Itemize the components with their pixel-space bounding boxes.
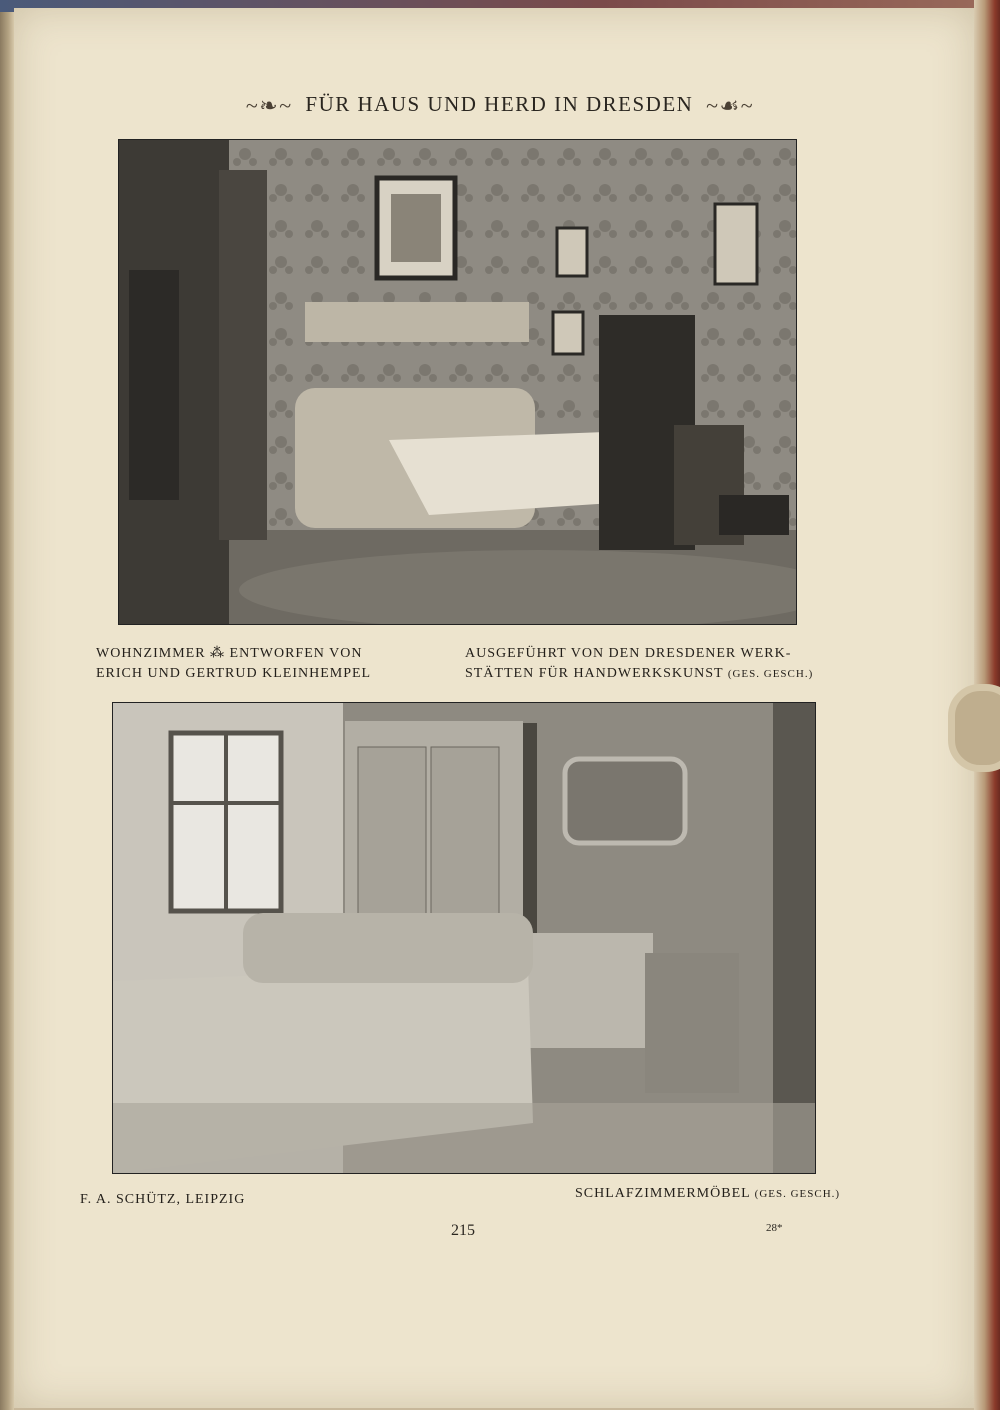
caption-designed-by: ENTWORFEN VON: [229, 646, 363, 661]
figure1-caption-right: [465, 644, 865, 684]
caption-ges-gesch-1: (GES. GESCH.): [727, 668, 814, 680]
figure1-caption-left: [96, 644, 426, 684]
caption-maker-line2: STÄTTEN FÜR HANDWERKSKUNST: [465, 666, 724, 681]
caption-maker-schuetz: F. A. SCHÜTZ, LEIPZIG: [80, 1192, 246, 1207]
photo-living-room: [118, 139, 797, 625]
photo-bedroom: [112, 702, 816, 1174]
caption-maker-line1: AUSGEFÜHRT VON DEN DRESDENER WERK-: [465, 646, 792, 661]
bedroom-illustration: [113, 703, 815, 1173]
page-number: 215: [451, 1222, 475, 1239]
signature-mark: 28*: [766, 1222, 783, 1234]
caption-furniture-type: SCHLAFZIMMERMÖBEL: [575, 1186, 751, 1201]
caption-separator: ⁂: [210, 646, 226, 661]
header-title: FÜR HAUS UND HERD IN DRESDEN: [305, 92, 694, 116]
caption-designers: ERICH UND GERTRUD KLEINHEMPEL: [96, 666, 372, 681]
caption-room-name: WOHNZIMMER: [96, 646, 206, 661]
book-spine-edge: [0, 0, 14, 1410]
caption-ges-gesch-2: (GES. GESCH.): [754, 1188, 841, 1200]
page-header: [0, 92, 1000, 119]
figure2-caption-left: [80, 1190, 340, 1210]
page-clip: [948, 684, 1000, 772]
living-room-illustration: [119, 140, 796, 624]
figure2-caption-right: [575, 1184, 895, 1204]
flourish-right-icon: ~☙~: [706, 93, 755, 119]
flourish-left-icon: ~❧~: [245, 93, 293, 119]
